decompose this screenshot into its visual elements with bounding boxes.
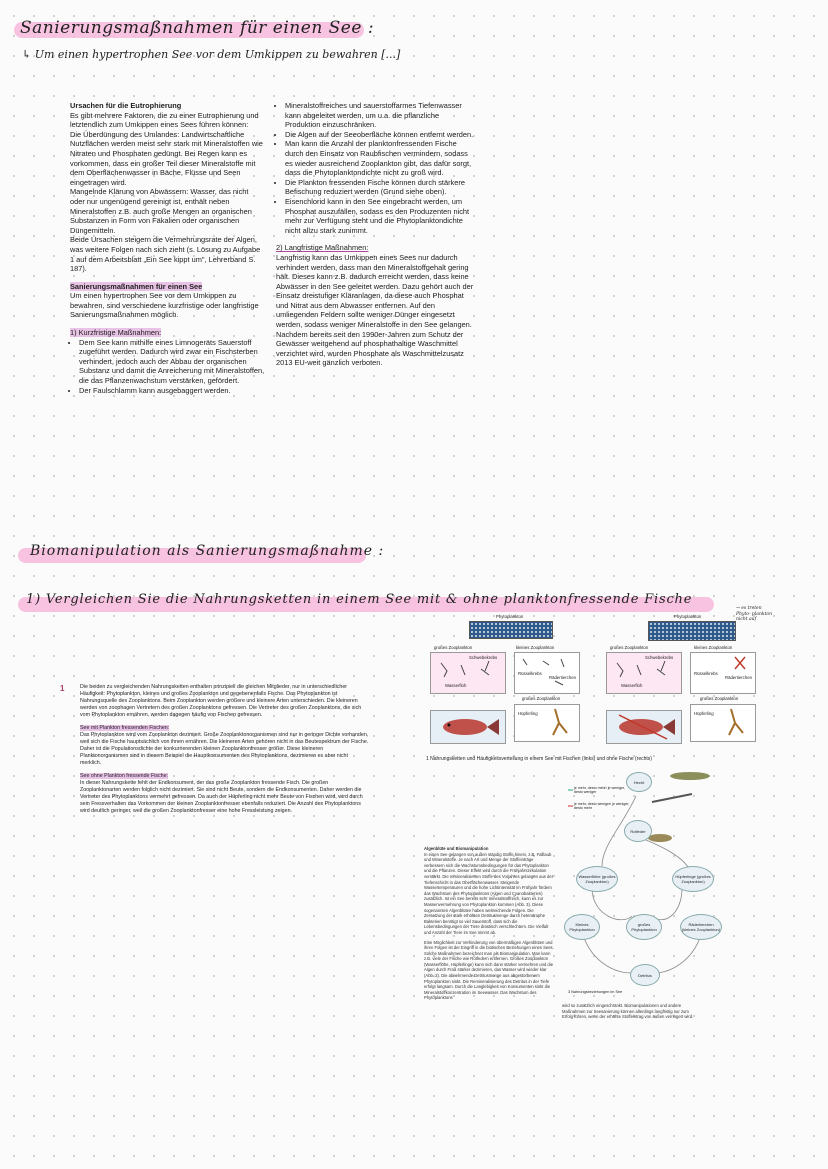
algae-bloom-text-cont	[562, 1003, 694, 1020]
answer-intro: Die beiden zu vergleichenden Nahrungsketten enthalten prinzipiell die gleichen Mitglieder, nur in unterschiedlicher Häufigkeit: Phytoplankton, kleines und großes Zooplankton und gegebenenfalls Fische. Das Phytoplankton ist Nahrungsquelle des Zooplanktons. Beim Zooplankton werden größere und kleinere Arten unterschieden. Die kleineren werden von zoophagen Vertretern des großen Zooplanktons gefressen. Die Vertreter des großen Zooplanktons, die sich vom Phytoplankton ernähren, werden dagegen häufig von Fischen gefressen.	[80, 684, 362, 718]
section2-title: Biomanipulation als Sanierungsmaßnahme :	[30, 543, 385, 559]
answer-without-fish-heading: See ohne Plankton fressende Fische:	[80, 773, 169, 779]
huepferling-label-right: Hüpferling	[694, 711, 714, 716]
causes-consequence: Beide Ursachen steigern die Vermehrungsrate der Algen, was weitere Folgen nach sich zieht (s. Lösung zu Aufgabe 1 auf dem Arbeitsblatt „Ein See kippt um", Lehrerband S. 187).	[70, 235, 261, 274]
handwritten-note: → es treten Phyto- plankton nicht auf	[736, 606, 772, 623]
answer-block	[80, 684, 370, 815]
shortterm-predators: • Man kann die Anzahl der planktonfressenden Fische durch den Einsatz von Raubfischen vermindern, sodass es wieder ausreichend Zooplankton gibt, das dafür sorgt, dass die Phytoplanktondichte nicht zu groß wird.	[285, 139, 476, 177]
node-rotfeder: Rotfeder	[624, 820, 652, 842]
shortterm-algae: • Die Algen auf der Seeoberfläche können entfernt werden.	[285, 130, 476, 140]
big-zoo-label-left: großes Zooplankton	[434, 645, 473, 650]
ruesselkrebs-label-right: Rüsselkrebs	[694, 671, 718, 676]
small-zoo-box-right	[690, 652, 756, 694]
node-wasserfloehe: Wasserflöhe (großes Zooplankton)	[576, 866, 618, 892]
algae-bloom-p1: In einen See gelangen von außen ständig Stoffe hinein, z.B. Falllaub und Mineralstoffe. Je nach Art und Menge der Stoffeinträge verbessern sich die Wachstumsbedingungen für das Phytoplankton und die Pflanzen. Dieser Effekt wird durch die Frühjahrszirkulation verstärkt. Die remineralisierten Stoffe des Vorjahres gelangen aus der Tiefenschicht in das Oberflächenwasser. Steigende Wassertemperaturen und die hohe Lichtintensität im Frühjahr fördern das Wachstum des Phytoplanktons (Algen und Cyanobakterien) zusätzlich. Ist ein See bereits sehr mineralstoffreich, kann es zur Massenvermehrung von Phytoplankton kommen (Abb. 3). Diese sogenannten Algenblüten haben weitreichende Folgen. Die Zersetzung der stark erhöhten Detritusmenge durch heterotrophe Bakterien benötigt so viel Sauerstoff, dass sich die Lebensbedingungen der Tiere drastisch verschlechtern. Die Vielfalt und Anzahl der Tiere im See nimmt ab.	[424, 851, 554, 935]
figure3-caption: 3 Nahrungsbeziehungen im See	[568, 990, 623, 994]
schwebekrebs-label-right: Schwebekrebs	[645, 655, 674, 660]
task-text: 1) Vergleichen Sie die Nahrungsketten in einem See mit & ohne planktonfressende Fische	[26, 592, 693, 607]
raedertier-label: Rädertierchen	[549, 675, 576, 680]
node-hecht: Hecht	[626, 772, 652, 792]
shortterm-oxygen: • Dem See kann mithilfe eines Limnogeräts Sauerstoff zugeführt werden. Dadurch wird zwar ein Fischsterben verhindert, jedoch auch der Abbau der organischen Substanz und damit die Anreicherung mit Mineralstoffen, die das Pflanzenwachstum verstärken, gefördert.	[79, 338, 265, 386]
big-zoo-box-right	[606, 652, 682, 694]
shortterm-deepwater: • Mineralstoffreiches und sauerstoffarmes Tiefenwasser kann abgeleitet werden, um u.a. die pflanzliche Produktion einzuschränken.	[285, 101, 476, 130]
fish-icon	[431, 711, 505, 743]
shortterm-ironchloride: • Eisenchlorid kann in den See eingebracht werden, um Phosphat auszufällen, sodass es den Produzenten nicht mehr zur Verfügung steht und die Phytoplanktondichte nicht allzu stark zunimmt.	[285, 197, 476, 235]
causes-intro: Es gibt mehrere Faktoren, die zu einer Eutrophierung und letztendlich zum Umkippen eines Sees führen können:	[70, 110, 259, 130]
small-zoo-box-left	[514, 652, 580, 694]
wasserfloh-label-right: Wasserfloh	[621, 683, 643, 688]
algae-bloom-text	[424, 846, 554, 1001]
node-detritus: Detritus	[630, 964, 660, 986]
node-grosses-phyto: großes Phytoplankton	[626, 914, 662, 940]
wasserfloh-label: Wasserfloh	[445, 683, 467, 688]
longterm-heading: 2) Langfristige Maßnahmen:	[276, 243, 369, 253]
huepferling-box-right	[690, 704, 756, 742]
big-zoo-box-left	[430, 652, 506, 694]
node-kleines-phyto: Kleines Phytoplankton	[564, 914, 600, 940]
phyto-label-left: Phytoplankton	[496, 614, 524, 619]
remediation-heading: Sanierungsmaßnahmen für einen See	[70, 281, 203, 291]
figure1-food-chains	[424, 606, 776, 764]
legend-positive: je mehr, desto mehr/ je weniger, desto weniger	[574, 786, 625, 794]
ruesselkrebs-label: Rüsselkrebs	[518, 671, 542, 676]
page-subtitle: ↳ Um einen hypertrophen See vor dem Umkippen zu bewahren [...]	[22, 48, 401, 61]
figure1-caption: 1 Nahrungsketten und Häufigkeitsverteilung in einem See mit Fischen (links) und ohne Fische (rechts)	[426, 756, 652, 762]
shortterm-sludge: • Der Faulschlamm kann ausgebaggert werden.	[79, 386, 265, 396]
answer-number: 1	[60, 684, 65, 693]
textbook-column-2	[276, 101, 476, 368]
big-zoo-label-right-2: großes Zooplankton	[700, 696, 739, 701]
small-zoo-label-right: kleines Zooplankton	[694, 645, 733, 650]
huepferling-label-left: Hüpferling	[518, 711, 538, 716]
big-zoo-label-right: großes Zooplankton	[610, 645, 649, 650]
crossed-fish-icon	[607, 711, 681, 743]
shortterm-heading: 1) Kurzfristige Maßnahmen:	[70, 328, 162, 338]
longterm-text: Langfristig kann das Umkippen eines Sees nur dadurch verhindert werden, dass man den Mineralstoffgehalt gering hält. Dieses kann z.B. dadurch erreicht werden, dass keine Abwässer in den See geleitet werden. Dazu gehört auch der Einsatz dreistufiger Kläranlagen, da diese auch Phosphat und Nitrat aus dem Abwasser entfernen. Auf den umliegenden Feldern sollte weniger Dünger eingesetzt werden, sodass weniger Mineralstoffe in den See gelangen. Nachdem bereits seit den 1990er-Jahren zum Schutz der Gewässer weitgehend auf phosphathaltige Waschmittel verzichtet wird, wurden Phosphate als Waschmittelzusatz 2013 EU-weit gänzlich verboten.	[276, 252, 474, 368]
answer-with-fish: Das Phytoplankton wird vom Zooplankton dezimiert. Große Zooplanktonorganismen sind nur in geringer Dichte vorhanden, weil sich die Fische hauptsächlich von ihnen ernähren. Die kleineren Arten gehören nicht in das Beutespektrum der Fische. Daher ist die Populationsdichte der konkurrierenden kleinen Zooplanktonfresser größer. Diese kleineren Planktonorganismen sind in diesem Beispiel die Hauptkonsumenten des Phytoplanktons, dezimieren es aber nicht merklich.	[80, 732, 369, 766]
answer-with-fish-heading: See mit Plankton fressenden Fischen:	[80, 725, 170, 731]
legend-negative: je mehr, desto weniger/ je weniger, desto mehr	[574, 802, 630, 810]
algae-bloom-p3: wird so zusätzlich eingeschränkt. Biomanipulationen und andere Maßnahmen zur Seesanierung können allerdings langfristig nur zum Erfolg führen, wenn der erhöhte Stoffeintrag von außen verringert wird.	[562, 1003, 694, 1020]
node-huepferlinge: Hüpferlinge (großes Zooplankton)	[672, 866, 714, 892]
raedertier-label-right: Rädertierchen	[725, 675, 752, 680]
node-raedertierchen: Rädertierchen (kleines Zooplankton)	[680, 914, 722, 940]
causes-wastewater: Mangelnde Klärung von Abwässern: Wasser, das nicht oder nur ungenügend gereinigt ist, enthält neben Mineralstoffen z.B. auch große Mengen an organischen Substanzen in Form von Fäkalien oder organischen Düngemitteln.	[70, 187, 252, 235]
page-title: Sanierungsmaßnahmen für einen See :	[20, 18, 375, 38]
phyto-box-left	[469, 621, 553, 639]
answer-without-fish: In dieser Nahrungskette fehlt der Endkonsument, der das große Zooplankton fressende Fisch. Die großen Zooplanktonarten werden folglich nicht dezimiert. Sie sind nicht Beute, sondern die Endkonsumenten. Daher werden die Vertreter des Phytoplanktons vermehrt gefressen. Da auch der Hüpferling nicht mehr Beute von Fischen wird, wird durch sein Fressverhalten das Vorkommen der kleinen Zooplanktonfresser ebenfalls reduziert. Die Anzahl des Phytoplanktons wird deutlich geringer, weil die großen Zooplanktonfresser eine hohe Fressleistung zeigen.	[80, 780, 363, 814]
shortterm-fishing: • Die Plankton fressenden Fische können durch stärkere Befischung reduziert werden (Grund siehe oben).	[285, 178, 476, 197]
causes-heading: Ursachen für die Eutrophierung	[70, 101, 182, 110]
algae-bloom-p2: Eine Möglichkeit zur Verhinderung von übermäßigen Algenblüten und ihren Folgen ist der Eingriff in die biotischen Beziehungen eines Sees. Solche Maßnahmen bezeichnet man als Biomanipulation. Man kann z.B. viele der Fische wie Rotfedern entfernen. Großes Zooplankton (Wasserflöhe, Hüpferlinge) kann sich dann stärker vermehren und die Algen durch Fraß stärker dezimieren, das Wasser wird wieder klar (Abb. 3). Die abnehmende Detritusmenge aus abgestorbenem Phytoplankton sinkt. Die Remineralisierung des Detritus in der Tiefe erfolgt langsam. Durch die Langlebigkeit von Konsumenten sinkt die Mineralstoffkonzentration im Seewasser. Das Wachstum des Phytoplanktons	[424, 939, 554, 1001]
fish-box-left	[430, 710, 506, 744]
phyto-label-right: Phytoplankton	[674, 614, 702, 619]
huepferling-box-left	[514, 704, 580, 742]
phyto-box-right	[648, 621, 736, 641]
algae-bloom-heading: Algenblüte und Biomanipulation	[424, 846, 489, 851]
causes-fertilizer: Die Überdüngung des Umlandes: Landwirtschaftliche Nutzflächen werden meist sehr stark mit Mineralstoffen wie Nitraten und Phosphaten gedüngt. Bei Regen kann es vorkommen, dass ein großer Teil dieser Mineralstoffe mit dem Oberflächenwasser in Bäche, Flüsse und Seen eingetragen wird.	[70, 129, 263, 187]
fish-box-right	[606, 710, 682, 744]
textbook-column-1	[70, 101, 265, 395]
remediation-intro: Um einen hypertrophen See vor dem Umkippen zu bewahren, sind verschiedene kurzfristige oder langfristige Sanierungsmaßnahmen möglich.	[70, 291, 259, 320]
food-web-diagram	[562, 766, 724, 998]
schwebekrebs-label: Schwebekrebs	[469, 655, 498, 660]
big-zoo-label-left-2: großes Zooplankton	[522, 696, 561, 701]
small-zoo-label-left: kleines Zooplankton	[516, 645, 555, 650]
